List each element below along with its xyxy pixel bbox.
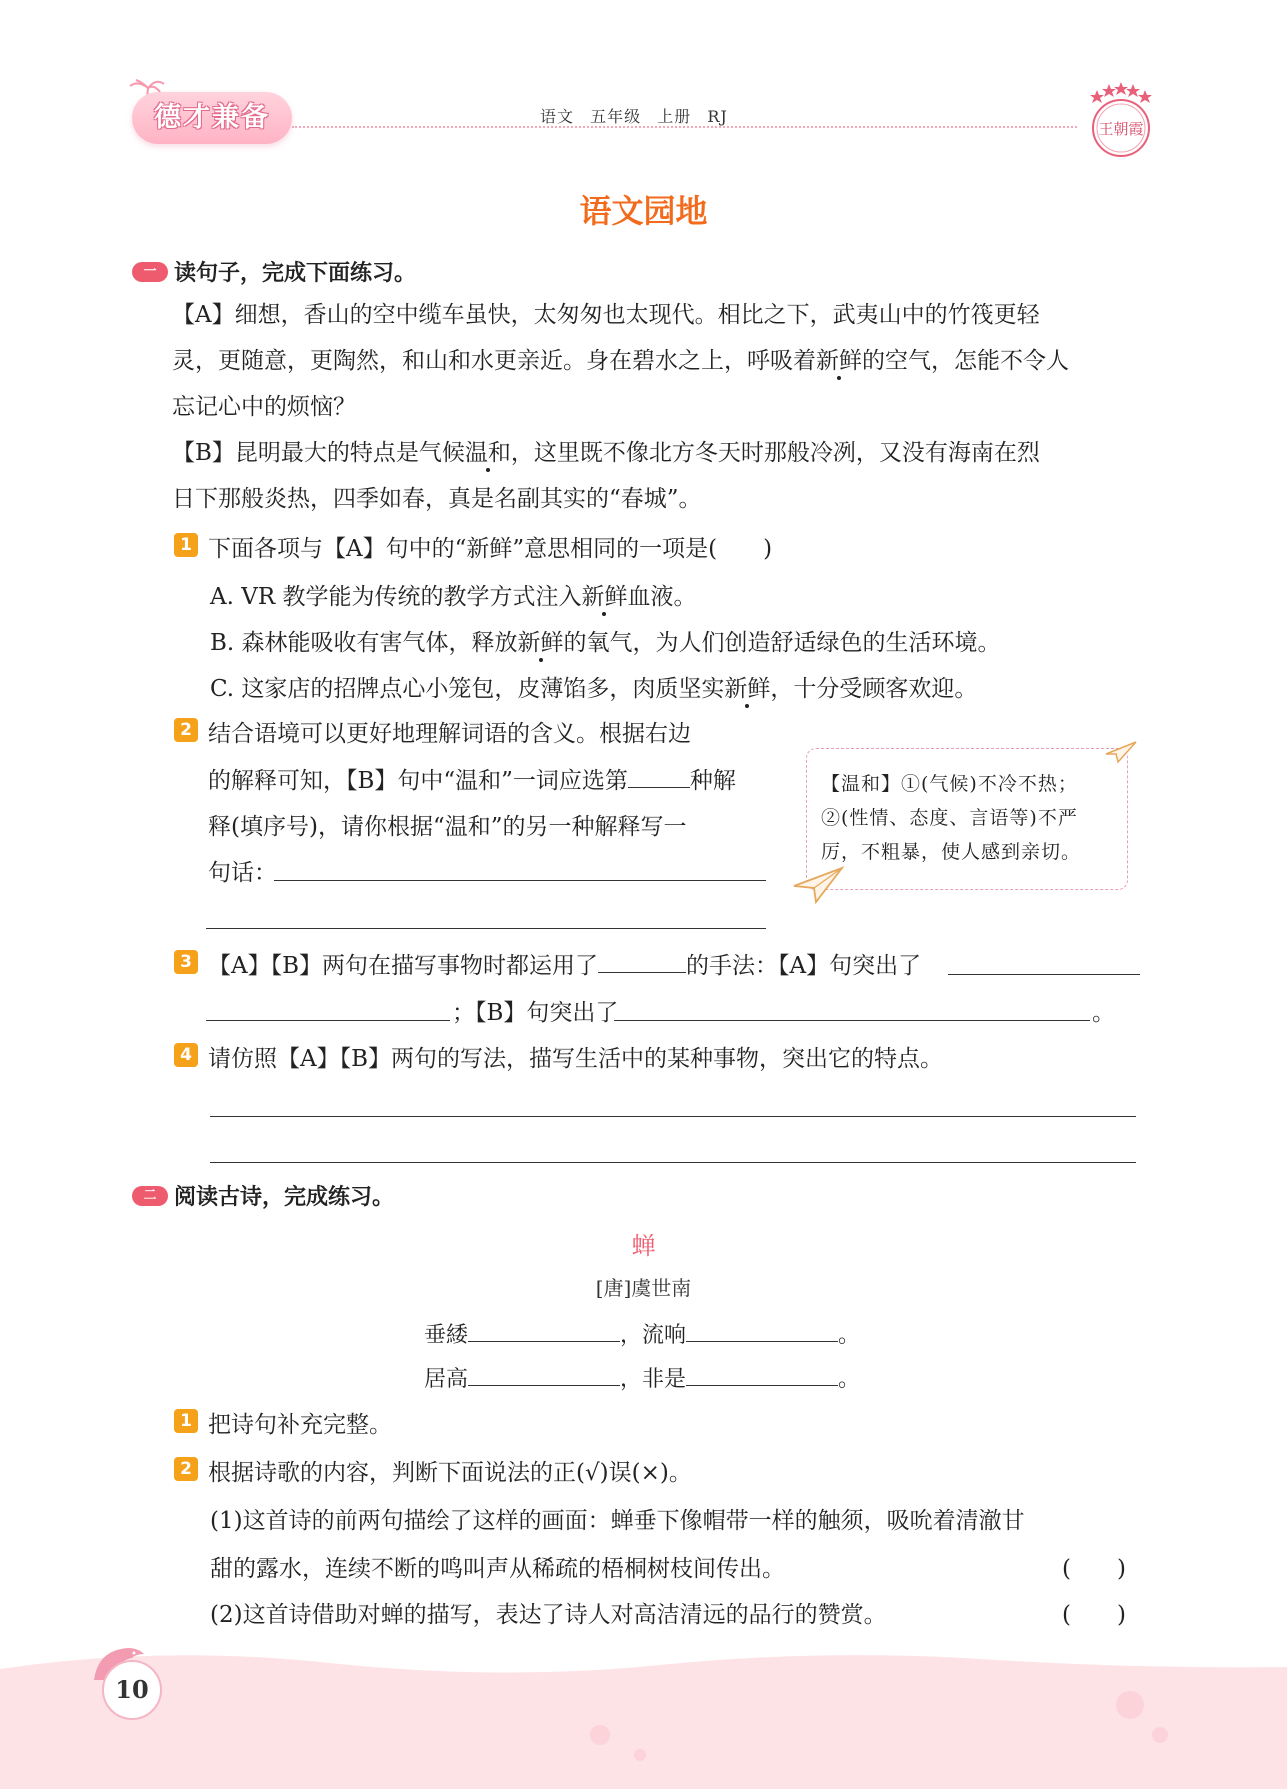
judgment-answer-box[interactable]: ( ): [1062, 1602, 1126, 1628]
passage-text: ，这里既不像北方冬天时那般冷冽，又没有海南在烈: [510, 440, 1040, 466]
seal-text: 王朝霞: [1098, 120, 1144, 138]
question-text: 把诗句补充完整。: [208, 1412, 392, 1438]
option-text: A. VR 教学能为传统的教学方式注入: [210, 584, 582, 610]
poem-author: [唐]虞世南: [595, 1276, 692, 1300]
question-number-badge: 1: [174, 1409, 198, 1433]
poem-line: [424, 1318, 860, 1349]
poem-text: 。: [838, 1323, 861, 1348]
poem-text: ，非是: [620, 1367, 687, 1392]
statement-text: (2)这首诗借助对蝉的描写，表达了诗人对高洁清远的品行的赞赏。: [210, 1602, 887, 1628]
passage-text: 灵，更随意，更陶然，和山和水更亲近。身在碧水之上，呼吸着: [172, 348, 816, 374]
paper-plane-icon: [792, 864, 844, 904]
answer-blank[interactable]: [468, 1321, 620, 1342]
answer-line[interactable]: [206, 928, 766, 929]
answer-line[interactable]: [206, 1020, 450, 1021]
poem-text: ，流响: [620, 1323, 687, 1348]
option-text: ，十分受顾客欢迎。: [770, 676, 978, 702]
passage-a: [172, 292, 1142, 430]
option-c[interactable]: [210, 670, 977, 703]
question-number-badge: 2: [174, 718, 198, 742]
poem-text: 垂緌: [424, 1323, 469, 1348]
passage-line: 日下那般炎热，四季如春，真是名副其实的“春城”。: [172, 486, 702, 512]
emphasis-word: 新鲜: [517, 630, 564, 656]
volume-label: 上册: [657, 107, 692, 126]
question-text: 下面各项与【A】句中的“新鲜”意思相同的一项是( ): [208, 536, 773, 562]
answer-line[interactable]: [948, 974, 1140, 975]
answer-line[interactable]: [210, 1162, 1136, 1163]
definition-box: [806, 748, 1128, 890]
author-seal-logo: [1075, 76, 1165, 160]
question-text-part: 的解释可知，【B】句中“温和”一词应选第: [208, 768, 628, 794]
option-text: 血液。: [627, 584, 697, 610]
question-text: 释(填序号)，请你根据“温和”的另一种解释写一: [208, 814, 687, 840]
definition-line: 【温和】①(气候)不冷不热；: [821, 773, 1078, 795]
answer-line[interactable]: [274, 880, 766, 881]
definition-line: 厉，不粗暴，使人感到亲切。: [821, 841, 1082, 863]
passage-line: 【A】细想，香山的空中缆车虽快，太匆匆也太现代。相比之下，武夷山中的竹筏更轻: [172, 302, 1040, 328]
brand-logo: [132, 92, 292, 144]
subject-label: 语文: [540, 107, 575, 126]
poem-line: [424, 1362, 860, 1393]
grade-label: 五年级: [590, 107, 642, 126]
book-info: [540, 104, 728, 127]
option-b[interactable]: [210, 624, 1001, 657]
poem-text: 。: [838, 1367, 861, 1392]
answer-blank[interactable]: [598, 950, 686, 973]
question-number-badge: 3: [174, 950, 198, 974]
passage-text: 的空气，怎能不令人: [862, 348, 1069, 374]
passage-line: [172, 430, 1142, 476]
question-number-badge: 4: [174, 1043, 198, 1067]
passage-b: [172, 430, 1142, 522]
judgment-answer-box[interactable]: ( ): [1062, 1556, 1126, 1582]
question-number-badge: 2: [174, 1457, 198, 1481]
question-text-part: 的手法：【A】句突出了: [686, 953, 922, 979]
question-text: 。: [1092, 1000, 1115, 1026]
page-title: 语文园地: [579, 192, 708, 230]
poem-title: 蝉: [631, 1232, 656, 1260]
page-number: 10: [102, 1660, 162, 1720]
section-title: 阅读古诗，完成练习。: [174, 1185, 395, 1210]
edition-label: RJ: [707, 107, 728, 126]
answer-line[interactable]: [210, 1116, 1136, 1117]
option-a[interactable]: [210, 578, 696, 611]
definition-line: ②(性情、态度、言语等)不严: [821, 807, 1078, 829]
question-text: [208, 947, 921, 980]
section-badge: 二: [132, 1186, 168, 1206]
statement-text: 甜的露水，连续不断的鸣叫声从稀疏的梧桐树枝间传出。: [210, 1556, 785, 1582]
question-text: 请仿照【A】【B】两句的写法，描写生活中的某种事物，突出它的特点。: [208, 1046, 944, 1072]
question-text-part: 【A】【B】两句在描写事物时都运用了: [208, 953, 599, 979]
footer-wave-decoration: [0, 1645, 1287, 1789]
brand-logo-text: 德才兼备: [154, 102, 270, 133]
statement-text: (1)这首诗的前两句描绘了这样的画面：蝉垂下像帽带一样的触须，吸吮着清澈甘: [210, 1508, 1025, 1534]
answer-blank[interactable]: [686, 1365, 838, 1386]
question-text: 根据诗歌的内容，判断下面说法的正(√)误(×)。: [208, 1460, 692, 1486]
passage-text: 【B】昆明最大的特点是气候: [172, 440, 465, 466]
emphasis-word: 温和: [464, 440, 511, 466]
option-text: C. 这家店的招牌点心小笼包，皮薄馅多，肉质坚实: [210, 676, 725, 702]
answer-blank[interactable]: [468, 1365, 620, 1386]
emphasis-word: 新鲜: [724, 676, 771, 702]
poem-text: 居高: [424, 1367, 469, 1392]
passage-line: 忘记心中的烦恼？: [172, 394, 356, 420]
passage-line: [172, 338, 1142, 384]
question-text: 结合语境可以更好地理解词语的含义。根据右边: [208, 721, 691, 747]
emphasis-word: 新鲜: [816, 348, 862, 374]
answer-line[interactable]: [614, 1020, 1090, 1021]
emphasis-word: 新鲜: [581, 584, 628, 610]
paper-plane-icon: [1104, 740, 1138, 764]
answer-blank[interactable]: [628, 765, 690, 788]
section-title: 读句子，完成下面练习。: [174, 261, 417, 286]
option-text: B. 森林能吸收有害气体，释放: [210, 630, 518, 656]
section-badge: 一: [132, 262, 168, 282]
question-text: ；【B】句突出了: [452, 1000, 619, 1026]
question-text: 句话：: [208, 860, 277, 886]
question-text: [208, 762, 736, 795]
answer-blank[interactable]: [686, 1321, 838, 1342]
option-text: 的氧气，为人们创造舒适绿色的生活环境。: [563, 630, 1001, 656]
question-text-part: 种解: [689, 768, 736, 794]
question-number-badge: 1: [174, 533, 198, 557]
